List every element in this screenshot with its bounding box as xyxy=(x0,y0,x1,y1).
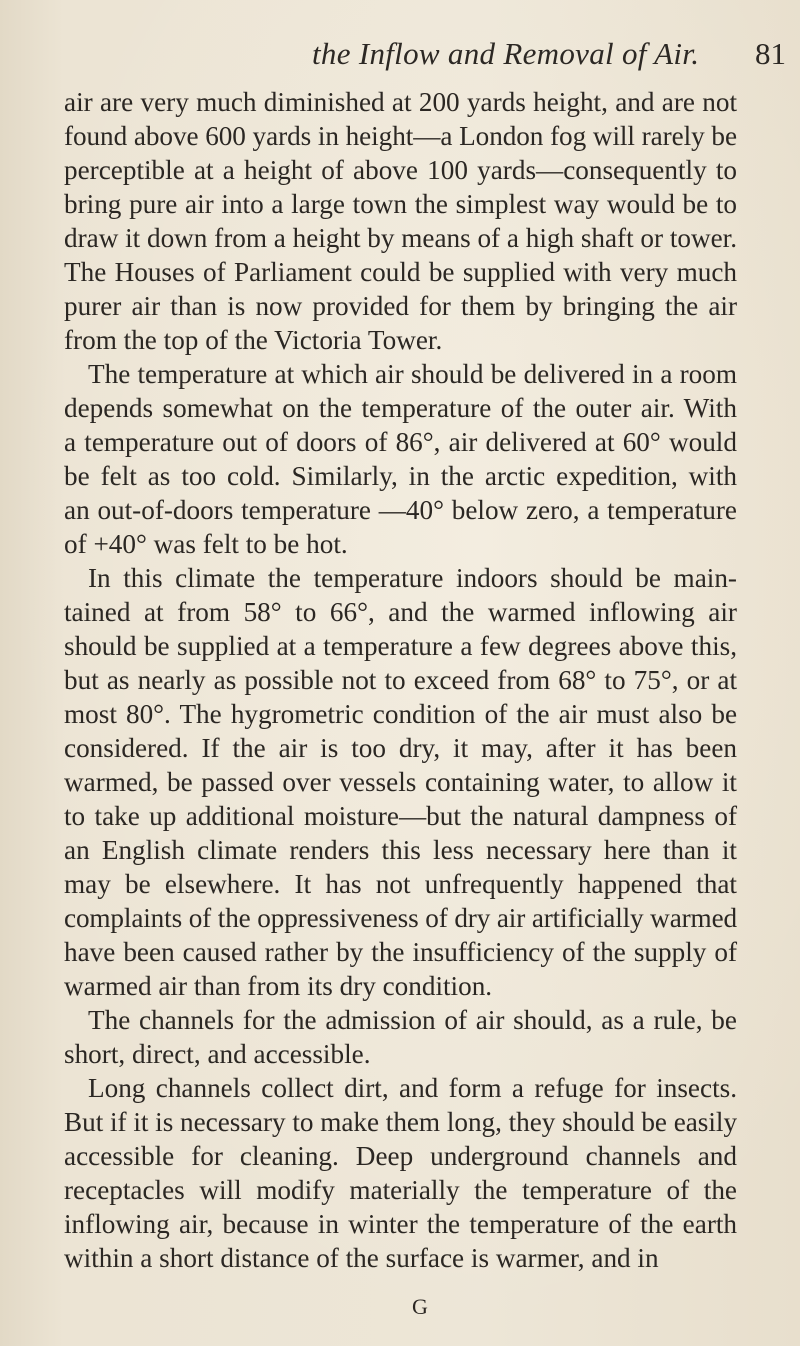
text-line: found above 600 yards in height—a London fog will rarely be xyxy=(64,121,737,151)
text-line: to take up additional moisture—but the natural dampness of xyxy=(64,801,737,831)
text-line: an out-of-doors temperature —40° below zero, a temperature xyxy=(64,495,737,525)
signature-mark: G xyxy=(412,1294,428,1319)
text-line: The temperature at which air should be delivered in a room xyxy=(88,359,738,389)
text-line: an English climate renders this less necessary here than it xyxy=(64,835,737,865)
text-line: complaints of the oppressiveness of dry air artificially warmed xyxy=(64,903,737,933)
text-line: perceptible at a height of above 100 yards—consequently to xyxy=(64,155,738,185)
text-line: tained at from 58° to 66°, and the warmed inflowing air xyxy=(64,597,737,627)
text-line: In this climate the temperature indoors should be main- xyxy=(88,563,737,593)
text-line: The Houses of Parliament could be supplied with very much xyxy=(64,257,738,287)
text-line: inflowing air, because in winter the temperature of the earth xyxy=(64,1209,738,1239)
text-line: a temperature out of doors of 86°, air delivered at 60° would xyxy=(64,427,737,457)
text-line: be felt as too cold. Similarly, in the arctic expedition, with xyxy=(64,461,737,491)
text-line: accessible for cleaning. Deep underground channels and xyxy=(64,1141,737,1171)
text-line: from the top of the Victoria Tower. xyxy=(64,325,443,355)
text-line: have been caused rather by the insufficiency of the supply of xyxy=(64,937,738,967)
text-line: warmed air than from its dry condition. xyxy=(64,971,493,1001)
page-number: 81 xyxy=(755,36,786,71)
text-line: bring pure air into a large town the simplest way would be to xyxy=(64,189,737,219)
text-line: may be elsewhere. It has not unfrequently happened that xyxy=(64,869,737,899)
running-head xyxy=(0,36,800,76)
text-line: depends somewhat on the temperature of the outer air. With xyxy=(64,393,737,423)
text-line: warmed, be passed over vessels containing water, to allow it xyxy=(64,767,737,797)
text-line: But if it is necessary to make them long, they should be easily xyxy=(64,1107,738,1137)
text-line: The channels for the admission of air should, as a rule, be xyxy=(88,1005,737,1035)
text-line: most 80°. The hygrometric condition of the air must also be xyxy=(64,699,738,729)
text-line: Long channels collect dirt, and form a refuge for insects. xyxy=(88,1073,737,1103)
text-line: receptacles will modify materially the temperature of the xyxy=(64,1175,737,1205)
text-line: draw it down from a height by means of a high shaft or tower. xyxy=(64,223,737,253)
text-line: air are very much diminished at 200 yards height, and are not xyxy=(64,87,738,117)
text-line: should be supplied at a temperature a few degrees above this, xyxy=(64,631,738,661)
text-line: considered. If the air is too dry, it may, after it has been xyxy=(64,733,737,763)
text-line: short, direct, and accessible. xyxy=(64,1039,371,1069)
text-line: purer air than is now provided for them by bringing the air xyxy=(64,291,737,321)
running-head-title: the Inflow and Removal of Air. xyxy=(312,36,700,71)
text-line: within a short distance of the surface is warmer, and in xyxy=(64,1243,659,1273)
text-line: but as nearly as possible not to exceed from 68° to 75°, or at xyxy=(64,665,737,695)
text-line: of +40° was felt to be hot. xyxy=(64,529,348,559)
